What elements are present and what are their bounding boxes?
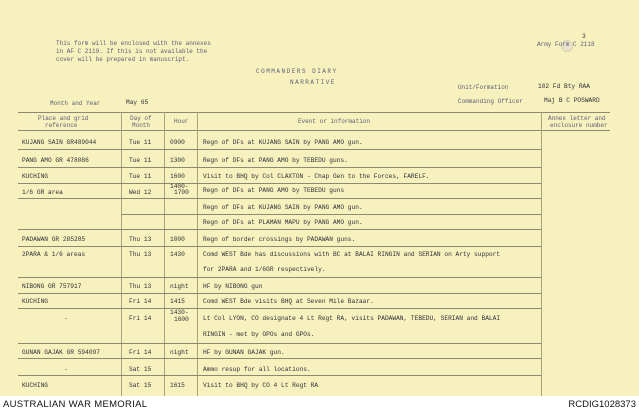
- table-row-hour: night: [170, 283, 189, 290]
- footer-credit: AUSTRALIAN WAR MEMORIAL: [3, 399, 148, 410]
- row-rule: [18, 358, 541, 359]
- co-value: Maj B C POSWARD: [544, 97, 600, 104]
- table-row-event: Regn of border crossings by PADAWAN guns.: [203, 236, 356, 243]
- table-row-hour-end: 1600: [174, 316, 189, 323]
- col-divider: [541, 112, 542, 396]
- row-rule: [18, 149, 541, 150]
- table-row-hour: 1600: [170, 173, 185, 180]
- table-row-day: Thu 13: [129, 251, 152, 258]
- table-row-event: HF by GUNAN GAJAK gun.: [203, 349, 285, 356]
- footer-record-id: RCDIG1028373: [568, 399, 636, 410]
- table-row-hour: 1300: [170, 157, 185, 164]
- table-row-event: Comd WEST Bde has discussions with BC at BALAI RINGIN and SERIAN on Arty support: [203, 251, 501, 258]
- table-row-place: 1/6 GR area: [22, 189, 63, 196]
- table-row-day: Thu 13: [129, 236, 152, 243]
- table-row-hour: 1430-: [170, 309, 189, 316]
- table-row-event-cont: for 2PARA and 1/6GR respectively.: [203, 266, 326, 273]
- col-annex-header: Annex letter and: [548, 115, 606, 122]
- table-row-place: KUCHING: [22, 173, 48, 180]
- row-rule: [18, 277, 541, 278]
- table-row-place: KUCHING: [22, 382, 48, 389]
- table-row-hour: 0900: [170, 139, 185, 146]
- col-place-header: Place and grid: [38, 115, 89, 122]
- col-divider: [164, 112, 165, 396]
- table-row-hour: 1400-: [170, 183, 189, 190]
- table-row-hour: 1415: [170, 298, 185, 305]
- table-row-day: Tue 11: [129, 139, 152, 146]
- table-row-event: Visit to BHQ by CO 4 Lt Regt RA: [203, 382, 319, 389]
- table-row-day: Wed 12: [129, 189, 152, 196]
- table-row-event: Regn of DFs at KUJANG SAIN by PANG AMO gun.: [203, 204, 363, 211]
- header-top-rule: [18, 112, 610, 113]
- row-rule: [18, 183, 541, 184]
- table-row-day: Sat 15: [129, 382, 152, 389]
- col-day-header-2: Month: [132, 122, 151, 129]
- form-note-line-2: in AF C 2119. If this is not available the: [56, 48, 208, 55]
- table-row-day: Tue 11: [129, 157, 152, 164]
- table-row-day: Thu 13: [129, 283, 152, 290]
- col-event-header: Event or information: [298, 118, 371, 125]
- table-row-place: -: [64, 366, 68, 373]
- table-row-event: Regn of DFs at PANG AMO by TEBEDU guns.: [203, 157, 348, 164]
- table-row-event: Regn of DFs at PANG AMO by TEBEDU guns: [203, 187, 345, 194]
- table-row-place: NIBONG GR 757917: [22, 283, 82, 290]
- row-rule: [18, 246, 541, 247]
- page-number: 3: [582, 33, 586, 40]
- table-row-event: Visit to BHQ by Col CLAXTON - Chap Gen to the Forces, FARELF.: [203, 173, 430, 180]
- table-row-hour: 1000: [170, 236, 185, 243]
- table-row-place: PANG AMO GR 478086: [22, 157, 89, 164]
- col-place-header-2: reference: [45, 122, 78, 129]
- table-row-event: Regn of DFs at PLAMAN MAPU by PANG AMO gun.: [203, 219, 363, 226]
- row-rule: [18, 167, 541, 168]
- row-rule: [121, 214, 541, 215]
- unit-label: Unit/Formation: [458, 84, 509, 91]
- table-row-day: Tue 11: [129, 173, 152, 180]
- table-row-place: -: [64, 315, 68, 322]
- row-rule: [18, 293, 541, 294]
- month-label: Month and Year: [50, 100, 101, 107]
- table-row-day: Fri 14: [129, 349, 152, 356]
- form-note-line-3: cover will be prepared in manuscript.: [56, 56, 190, 63]
- row-rule: [18, 343, 541, 344]
- row-rule: [18, 229, 541, 230]
- table-row-place: KUCHING: [22, 298, 48, 305]
- table-row-day: Fri 14: [129, 298, 152, 305]
- col-hour-header: Hour: [174, 118, 189, 125]
- row-rule: [18, 198, 541, 199]
- table-row-event: Regn of DFs at KUJANG SAIN by PANG AMO gun.: [203, 139, 363, 146]
- table-row-place: 2PARA & 1/6 areas: [22, 251, 86, 258]
- col-annex-header-2: enclosure number: [550, 122, 608, 129]
- table-row-hour-end: 1700: [174, 189, 189, 196]
- table-row-event: Comd WEST Bde visits BHQ at Seven Mile Bazaar.: [203, 298, 374, 305]
- table-row-event: Lt Col LYON, CO designate 4 Lt Regt RA, visits PADAWAN, TEBEDU, SERIAN and BALAI: [203, 315, 501, 322]
- table-row-place: PADAWAN GR 285285: [22, 236, 86, 243]
- table-row-day: Fri 14: [129, 315, 152, 322]
- table-row-hour: night: [170, 349, 189, 356]
- col-divider: [197, 112, 198, 396]
- table-row-hour: 1430: [170, 251, 185, 258]
- header-bottom-rule: [18, 130, 610, 131]
- co-label: Commanding Officer: [458, 98, 523, 105]
- row-rule: [18, 375, 541, 376]
- table-row-place: GUNAN GAJAK GR 594097: [22, 349, 100, 356]
- table-row-event: Ammo resup for all locations.: [203, 366, 311, 373]
- row-rule: [18, 308, 541, 309]
- diary-title: COMMANDERS DIARY: [256, 68, 338, 75]
- col-day-header: Day of: [130, 115, 152, 122]
- unit-value: 102 Fd Bty RAA: [538, 83, 590, 90]
- form-note-line-1: This form will be enclosed with the annexes: [56, 40, 211, 47]
- table-row-event: HF by NIBONG gun: [203, 283, 263, 290]
- col-divider: [121, 112, 122, 396]
- table-row-hour: 1615: [170, 382, 185, 389]
- month-value: May 65: [126, 99, 149, 106]
- table-row-place: KUJANG SAIN GR489044: [22, 139, 97, 146]
- table-row-day: Sat 15: [129, 366, 152, 373]
- form-reference: Army Form C 2118: [537, 41, 595, 48]
- footer-bar: [0, 396, 639, 412]
- table-row-event-cont: RINGIN - met by OPOs and GPOs.: [203, 331, 315, 338]
- diary-subtitle: NARRATIVE: [290, 79, 336, 86]
